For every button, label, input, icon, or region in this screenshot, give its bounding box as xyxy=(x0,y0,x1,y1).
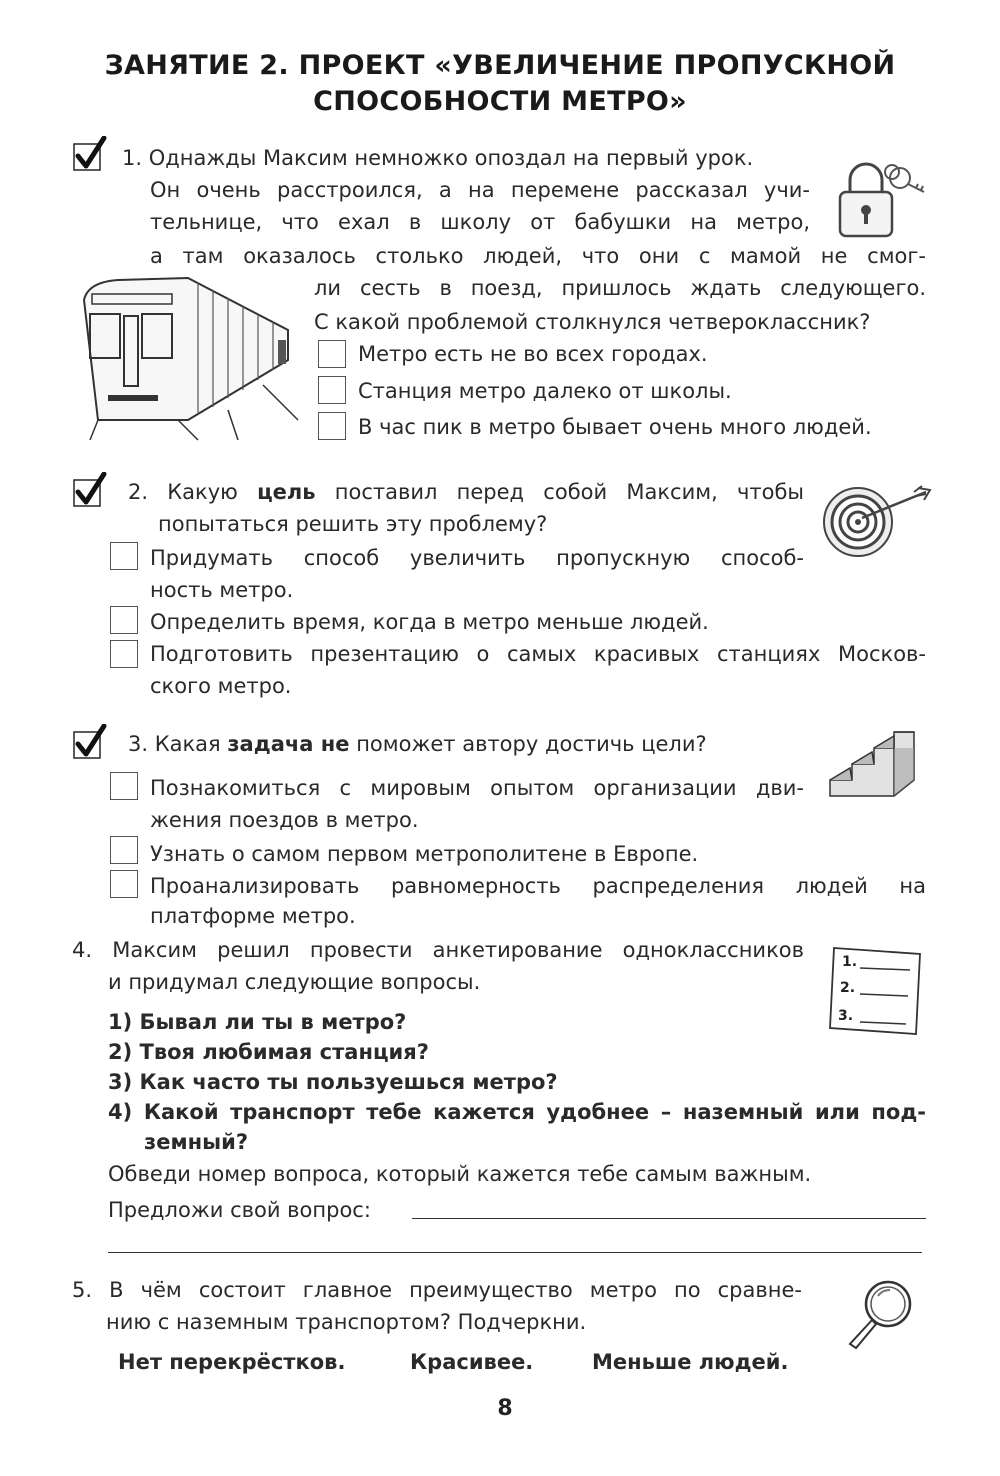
q1-option-2-label: Станция метро далеко от школы. xyxy=(358,379,732,403)
page-number: 8 xyxy=(497,1396,513,1421)
q2-option-2-label: Определить время, когда в метро меньше людей. xyxy=(150,610,709,634)
checkmark-icon xyxy=(73,136,107,172)
page-title-line-1: ЗАНЯТИЕ 2. ПРОЕКТ «УВЕЛИЧЕНИЕ ПРОПУСКНОЙ xyxy=(104,50,896,81)
survey-question-4-line-2[interactable]: земный? xyxy=(144,1130,249,1154)
q1-line-2: Он очень расстроился, а на перемене рассказал учи- xyxy=(150,178,810,202)
q2-line-1 xyxy=(128,476,804,508)
q3-option-2-checkbox[interactable] xyxy=(110,836,138,864)
q1-line-5: ли сесть в поезд, пришлось ждать следующего. xyxy=(314,276,926,300)
q3-option-1-line-2: жения поездов в метро. xyxy=(150,808,419,832)
q3-option-3-line-2: платформе метро. xyxy=(150,904,356,928)
q1-line-1: 1. Однажды Максим немножко опоздал на первый урок. xyxy=(122,146,754,170)
q3-option-1-line-1: Познакомиться с мировым опытом организации дви- xyxy=(150,776,804,800)
q4-line-2: и придумал следующие вопросы. xyxy=(108,970,481,994)
q1-line-3: тельнице, что ехал в школу от бабушки на метро, xyxy=(150,210,810,234)
q2-option-1-line-2: ность метро. xyxy=(150,578,294,602)
q5-answer-3[interactable]: Меньше людей. xyxy=(592,1350,789,1374)
q1-option-3-checkbox[interactable] xyxy=(318,412,346,440)
q1-line-4: а там оказалось столько людей, что они с мамой не смог- xyxy=(150,244,926,268)
padlock-keys-icon xyxy=(828,150,928,250)
magnifier-icon xyxy=(842,1276,918,1352)
q3-line-1 xyxy=(128,728,707,760)
q4-propose-label: Предложи свой вопрос: xyxy=(108,1198,371,1222)
q3-option-3-line-1: Проанализировать равномерность распределения людей на xyxy=(150,874,926,898)
q2-prefix: 2. Какую xyxy=(128,480,258,504)
q2-bold: цель xyxy=(257,480,316,504)
q1-option-1-label: Метро есть не во всех городах. xyxy=(358,342,708,366)
q2-option-1-checkbox[interactable] xyxy=(110,542,138,570)
page-title-line-2: СПОСОБНОСТИ МЕТРО» xyxy=(313,86,687,117)
list-icon-num-1: 1. xyxy=(842,954,858,970)
q5-answer-2[interactable]: Красивее. xyxy=(410,1350,534,1374)
q5-line-1: 5. В чём состоит главное преимущество метро по сравне- xyxy=(72,1278,802,1302)
numbered-list-icon xyxy=(828,944,922,1036)
q3-option-1-checkbox[interactable] xyxy=(110,772,138,800)
list-icon-num-2: 2. xyxy=(840,980,856,996)
q2-option-3-line-1: Подготовить презентацию о самых красивых станциях Москов- xyxy=(150,642,926,666)
q5-answer-1[interactable]: Нет перекрёстков. xyxy=(118,1350,346,1374)
q2-line-2: попытаться решить эту проблему? xyxy=(158,512,548,536)
q2-option-3-line-2: ского метро. xyxy=(150,674,292,698)
answer-line-2[interactable] xyxy=(108,1252,922,1253)
list-icon-num-3: 3. xyxy=(838,1008,854,1024)
answer-line-1[interactable] xyxy=(412,1218,926,1219)
q3-bold: задача не xyxy=(227,732,350,756)
q5-line-2: нию с наземным транспортом? Подчеркни. xyxy=(106,1310,587,1334)
survey-question-1[interactable]: 1) Бывал ли ты в метро? xyxy=(108,1010,407,1034)
q1-option-1-checkbox[interactable] xyxy=(318,340,346,368)
metro-train-icon xyxy=(78,270,300,442)
q2-option-1-line-1: Придумать способ увеличить пропускную способ- xyxy=(150,546,804,570)
checkmark-icon xyxy=(73,724,107,760)
q2-suffix: поставил перед собой Максим, чтобы xyxy=(315,480,804,504)
q3-option-2-label: Узнать о самом первом метрополитене в Европе. xyxy=(150,842,699,866)
q2-option-3-checkbox[interactable] xyxy=(110,640,138,668)
q3-option-3-checkbox[interactable] xyxy=(110,870,138,898)
q4-line-1: 4. Максим решил провести анкетирование одноклассников xyxy=(72,938,804,962)
survey-question-4-line-1[interactable]: 4) Какой транспорт тебе кажется удобнее – наземный или под- xyxy=(108,1100,926,1124)
checkmark-icon xyxy=(73,472,107,508)
survey-question-2[interactable]: 2) Твоя любимая станция? xyxy=(108,1040,429,1064)
q1-option-2-checkbox[interactable] xyxy=(318,376,346,404)
q3-prefix: 3. Какая xyxy=(128,732,228,756)
q3-suffix: поможет автору достичь цели? xyxy=(349,732,707,756)
q2-option-2-checkbox[interactable] xyxy=(110,606,138,634)
q1-option-3-label: В час пик в метро бывает очень много людей. xyxy=(358,415,872,439)
survey-question-3[interactable]: 3) Как часто ты пользуешься метро? xyxy=(108,1070,558,1094)
q4-instruction: Обведи номер вопроса, который кажется тебе самым важным. xyxy=(108,1162,812,1186)
target-arrow-icon xyxy=(822,482,932,562)
stairs-icon xyxy=(828,728,918,800)
q1-line-6: С какой проблемой столкнулся четвероклассник? xyxy=(314,310,871,334)
